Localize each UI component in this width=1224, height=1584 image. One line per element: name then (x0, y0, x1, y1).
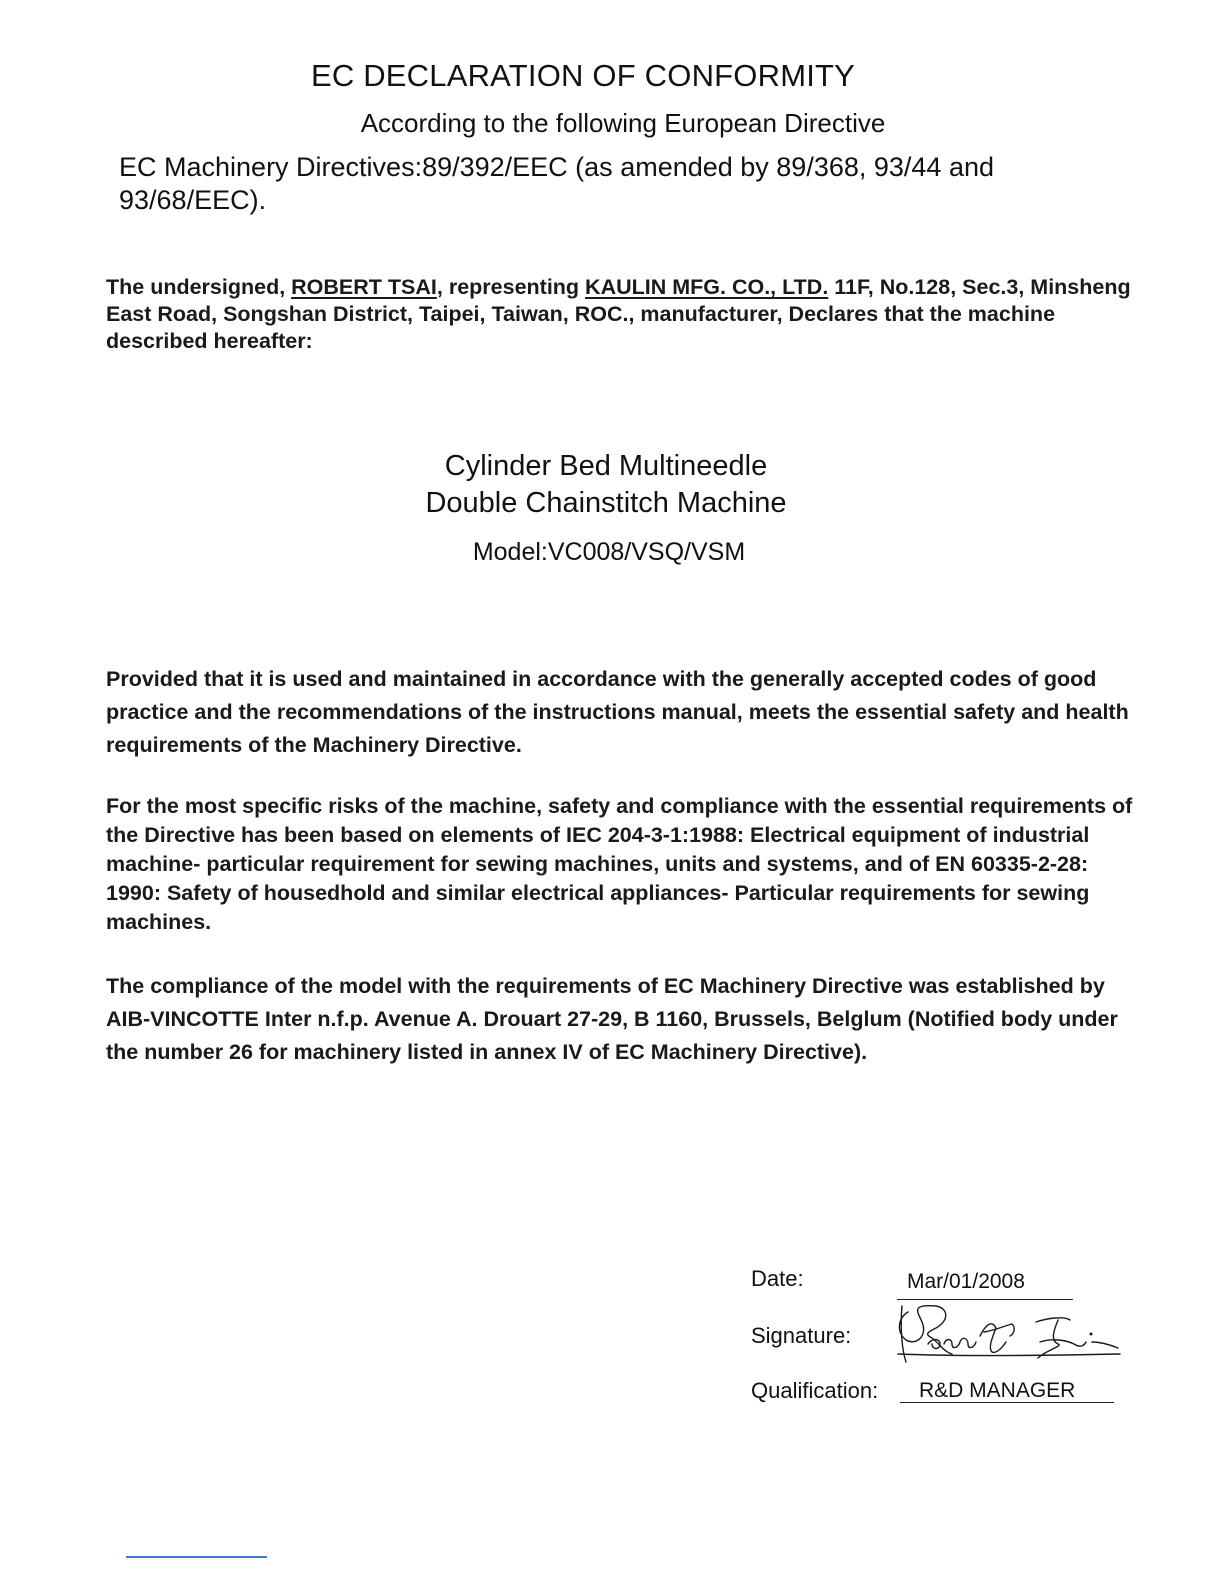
declaration-paragraph (106, 274, 1136, 355)
signature-label: Signature: (751, 1323, 852, 1348)
footer-accent-line (126, 1556, 267, 1558)
document-subtitle: According to the following European Directive (360, 108, 886, 138)
declaration-middle: , representing (436, 275, 586, 299)
company-name: KAULIN MFG. CO., LTD. (585, 275, 829, 299)
qualification-value: R&D MANAGER (919, 1379, 1076, 1402)
provided-paragraph: Provided that it is used and maintained in accordance with the generally accepted codes of good practice and the recommendations of the instructions manual, meets the essential safety and health requirements of the Machinery Directive. (106, 667, 1129, 757)
qualification-underline (900, 1402, 1114, 1403)
declaration-suffix: 11F, No.128, Sec.3, Minsheng East Road, Songshan District, Taipei, Taiwan, ROC., manufacturer, Declares that the machine described hereafter: (106, 275, 1131, 353)
compliance-paragraph: The compliance of the model with the requirements of EC Machinery Directive was established by AIB-VINCOTTE Inter n.f.p. Avenue A. Drouart 27-29, B 1160, Brussels, Belglum (Notified body under the number 26 for machinery listed in annex IV of EC Machinery Directive). (106, 974, 1118, 1064)
machine-model: Model:VC008/VSQ/VSM (472, 538, 746, 566)
date-value: Mar/01/2008 (907, 1270, 1025, 1293)
document-title: EC DECLARATION OF CONFORMITY (310, 58, 856, 93)
signature-image (888, 1298, 1124, 1368)
signer-name: ROBERT TSAI (291, 275, 437, 299)
directive-reference: EC Machinery Directives:89/392/EEC (as amended by 89/368, 93/44 and 93/68/EEC). (119, 152, 994, 215)
machine-name-line1: Cylinder Bed Multineedle (444, 450, 768, 482)
machine-name-line2: Double Chainstitch Machine (425, 487, 787, 519)
risks-paragraph: For the most specific risks of the machine, safety and compliance with the essential requirements of the Directive has been based on elements of IEC 204-3-1:1988: Electrical equipment of industrial machine- particular requirement for sewing machines, units and systems, and of EN 60335-2-28: 1990: Safety of housedhold and similar electrical appliances- Particular requirements for sewing machines. (106, 794, 1133, 934)
qualification-label: Qualification: (751, 1378, 879, 1403)
declaration-prefix: The undersigned, (106, 275, 292, 299)
date-label: Date: (751, 1266, 804, 1291)
